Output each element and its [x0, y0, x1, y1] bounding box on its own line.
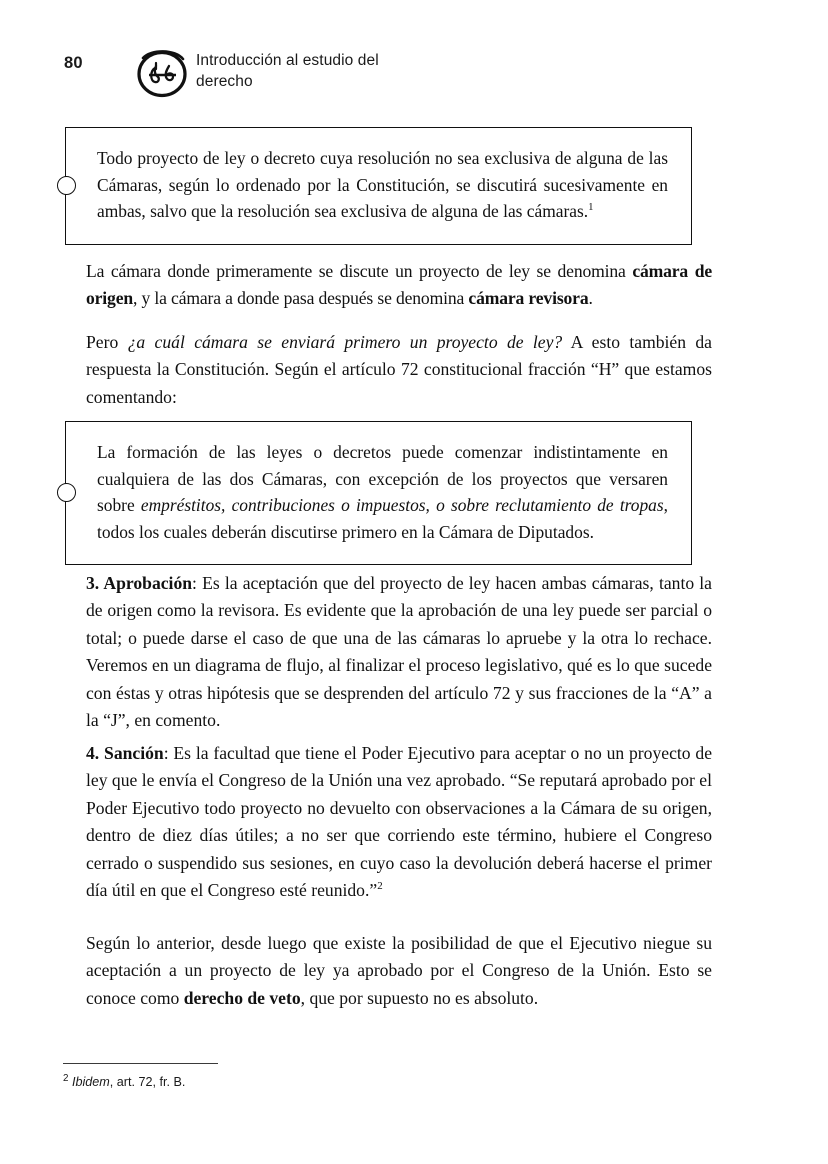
- circle-node-icon: [57, 483, 76, 502]
- text-run: La cámara donde primeramente se discute un proyecto de ley se denomina: [86, 261, 633, 281]
- text-run: .: [588, 288, 593, 309]
- footnote-source: Ibidem: [71, 1075, 110, 1089]
- footnote-marker: 2: [63, 1072, 69, 1084]
- quote-text: [66, 128, 691, 244]
- heading-aprobacion: 3. Aprobación: [86, 573, 193, 593]
- book-monogram-icon: [133, 46, 191, 100]
- footnote-separator: [63, 1063, 218, 1064]
- quote-box-discusion: [65, 127, 692, 245]
- paragraph-sancion: [86, 740, 712, 904]
- paragraph-camara-denominacion: [86, 258, 712, 313]
- quote-text: [66, 422, 691, 564]
- footnote-ref: 1: [588, 201, 594, 214]
- text-run: A esto también da respuesta la Constitución. Según el artículo 72 constitucional fracción “H” que estamos comentando:: [86, 332, 712, 407]
- text-run: La formación de las leyes o decretos puede comenzar indistintamente en cualquiera de las dos Cámaras, con excepción de los proyectos que versaren sobre: [97, 442, 668, 516]
- footnote-entry: [63, 1074, 563, 1091]
- text-run: Pero: [86, 332, 128, 352]
- page-header: [0, 44, 828, 108]
- quote-italic-run: empréstitos, contribuciones o impuestos, o sobre reclutamiento de tropas: [140, 495, 664, 516]
- quote-box-formacion-leyes: [65, 421, 692, 565]
- paragraph-derecho-de-veto: [86, 930, 712, 1012]
- footnote-ref: 2: [377, 880, 383, 893]
- paragraph-aprobacion: [86, 570, 712, 734]
- running-head: [196, 50, 496, 92]
- paragraph-pregunta-camara: [86, 329, 712, 411]
- term-camara-revisora: cámara revisora: [468, 288, 589, 309]
- term-derecho-de-veto: derecho de veto: [183, 987, 301, 1008]
- text-run: , todos los cuales deberán discutirse primero en la Cámara de Diputados.: [97, 495, 668, 542]
- text-run: : Es la aceptación que del proyecto de ley hacen ambas cámaras, tanto la de origen como la revisora. Es evidente que la aprobación de una ley puede ser parcial o total; o puede darse el caso de que una de las cámaras lo apruebe y la otra lo rechace. Veremos en un diagrama de flujo, al finalizar el proceso legislativo, qué es lo que sucede con éstas y otras hipótesis que se desprenden del artículo 72 y sus fracciones de la “A” a la “J”, en comento.: [86, 573, 712, 731]
- text-run: : Es la facultad que tiene el Poder Ejecutivo para aceptar o no un proyecto de ley que le envía el Congreso de la Unión una vez aprobado. “Se reputará aprobado por el Poder Ejecutivo todo proyecto no devuelto con observaciones a la Cámara de su origen, dentro de diez días útiles; a no ser que corriendo este término, hubiere el Congreso cerrado o suspendido sus sesiones, en cuyo caso la devolución deberá hacerse el primer día útil en que el Congreso esté reunido.”: [86, 743, 712, 901]
- text-run: Según lo anterior, desde luego que existe la posibilidad de que el Ejecutivo niegue su aceptación a un proyecto de ley ya aprobado por el Congreso de la Unión. Esto se conoce como: [86, 933, 712, 1008]
- circle-node-icon: [57, 176, 76, 195]
- question-italic: ¿a cuál cámara se enviará primero un proyecto de ley?: [127, 332, 563, 352]
- footnote-rest: , art. 72, fr. B.: [109, 1075, 186, 1089]
- text-run: , que por supuesto no es absoluto.: [300, 987, 539, 1008]
- page-number: 80: [64, 54, 83, 72]
- text-run: , y la cámara a donde pasa después se denomina: [133, 288, 469, 309]
- running-head-line-2: derecho: [196, 73, 253, 90]
- heading-sancion: 4. Sanción: [86, 743, 164, 763]
- term-camara-de-origen: cámara de origen: [86, 261, 712, 309]
- running-head-line-1: Introducción al estudio del: [196, 52, 379, 69]
- quote-body: Todo proyecto de ley o decreto cuya resolución no sea exclusiva de alguna de las Cámaras, según lo ordenado por la Constitución, se discutirá sucesivamente en ambas, salvo que la resolución sea exclusiva de alguna de las cámaras.: [97, 148, 668, 222]
